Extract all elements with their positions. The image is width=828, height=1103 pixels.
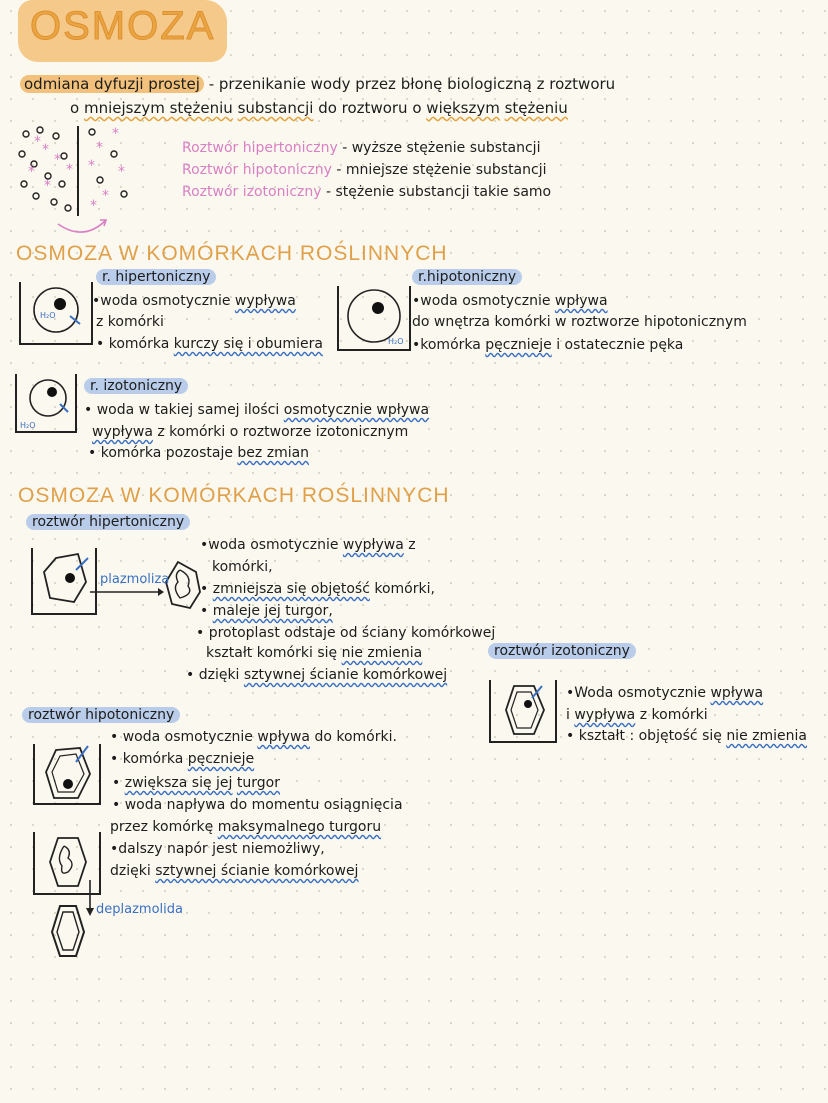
s2-hypo-line-6: •dalszy napór jest niemożliwy, — [110, 841, 325, 857]
animal-cell-iso-diagram — [14, 372, 80, 436]
plant-cell-deplasmolysis-diagram — [32, 828, 104, 968]
deplazmolida-label: deplazmolida — [96, 902, 183, 917]
s1-iso-line-2: wypływa z komórki o roztworze izotonicznym — [92, 424, 409, 440]
svg-text:*: * — [90, 198, 97, 214]
s2-hypo-line-7: dzięki sztywnej ścianie komórkowej — [110, 863, 359, 879]
s2-hyper-line-2: komórki, — [212, 559, 273, 575]
plant-cell-hypotonic-diagram — [32, 736, 104, 808]
intro-term: odmiana dyfuzji prostej — [20, 75, 204, 93]
s1-iso-line-3: • komórka pozostaje bez zmian — [88, 445, 310, 461]
svg-text:*: * — [118, 164, 125, 180]
s2-hypo-label: roztwór hipotoniczny — [22, 704, 180, 726]
svg-text:*: * — [54, 152, 61, 168]
s1-hyper-line-3: • komórka kurczy się i obumiera — [96, 336, 323, 352]
s1-hypo-line-2: do wnętrza komórki w roztworze hipotonicznym — [412, 314, 747, 330]
intro-line1-rest: - przenikanie wody przez błonę biologiczną z roztworu — [208, 75, 616, 93]
svg-text:H₂O: H₂O — [20, 421, 36, 430]
page-title: OSMOZA — [18, 0, 227, 62]
s2-iso-label: roztwór izotoniczny — [488, 640, 636, 662]
s2-hyper-line-6: kształt komórki się nie zmienia — [206, 645, 423, 661]
osmosis-particle-diagram — [14, 124, 144, 242]
svg-text:*: * — [96, 140, 103, 156]
intro-line-1 — [20, 72, 615, 96]
svg-text:*: * — [88, 158, 95, 174]
s2-hyper-line-7: • dzięki sztywnej ścianie komórkowej — [186, 667, 448, 683]
s1-hypo-line-3: •komórka pęcznieje i ostatecznie pęka — [412, 337, 684, 353]
svg-text:*: * — [102, 188, 109, 204]
s2-iso-line-2: i wypływa z komórki — [566, 707, 708, 723]
s2-hyper-line-3: • zmniejsza się objętość komórki, — [200, 581, 435, 597]
solution-hypo: Roztwór hipotoniczny - mniejsze stężenie substancji — [182, 162, 547, 178]
svg-text:*: * — [44, 178, 51, 194]
s2-hypo-line-3: • zwiększa się jej turgor — [112, 775, 280, 791]
s2-hyper-line-4: • maleje jej turgor, — [200, 603, 333, 619]
s1-iso-label: r. izotoniczny — [84, 375, 188, 397]
s2-iso-line-3: • kształt : objętość się nie zmienia — [566, 728, 807, 744]
s2-iso-line-1: •Woda osmotycznie wpływa — [566, 685, 764, 701]
animal-cell-hyper-diagram — [18, 280, 94, 348]
s2-hypo-line-5: przez komórkę maksymalnego turgoru — [110, 819, 382, 835]
s2-hypo-line-2: • komórka pęcznieje — [110, 751, 255, 767]
solution-iso: Roztwór izotoniczny - stężenie substancji takie samo — [182, 184, 552, 200]
section1-heading: OSMOZA W KOMÓRKACH ROŚLINNYCH — [16, 242, 448, 265]
s1-iso-line-1: • woda w takiej samej ilości osmotycznie wpływa — [84, 402, 430, 418]
s2-hypo-line-1: • woda osmotycznie wpływa do komórki. — [110, 729, 397, 745]
s2-hypo-line-4: • woda napływa do momentu osiągnięcia — [112, 797, 403, 813]
s2-hyper-line-1: •woda osmotycznie wypływa z — [200, 537, 416, 553]
plazmoliza-label: plazmoliza — [100, 572, 170, 587]
s1-hyper-line-1: •woda osmotycznie wypływa — [92, 293, 296, 309]
animal-cell-hypo-diagram — [336, 284, 412, 354]
intro-line-2: o mniejszym stężeniu substancji do roztworu o większym stężeniu — [70, 99, 568, 117]
section2-heading: OSMOZA W KOMÓRKACH ROŚLINNYCH — [18, 484, 450, 507]
svg-text:*: * — [66, 162, 73, 178]
svg-text:*: * — [34, 134, 41, 150]
s2-hyper-line-5: • protoplast odstaje od ściany komórkowej — [196, 625, 496, 641]
svg-text:H₂O: H₂O — [40, 311, 56, 320]
s1-hypo-label: r.hipotoniczny — [412, 266, 522, 288]
plant-cell-isotonic-diagram — [488, 678, 560, 746]
s1-hyper-label: r. hipertoniczny — [96, 266, 216, 288]
svg-text:*: * — [28, 164, 35, 180]
s1-hypo-line-1: •woda osmotycznie wpływa — [412, 293, 608, 309]
s2-hyper-label: roztwór hipertoniczny — [26, 511, 190, 533]
h2o-label: H₂O — [388, 337, 404, 346]
svg-text:*: * — [112, 126, 119, 142]
solution-hyper: Roztwór hipertoniczny - wyższe stężenie substancji — [182, 140, 541, 156]
svg-text:*: * — [42, 142, 49, 158]
s1-hyper-line-2: z komórki — [96, 314, 164, 330]
